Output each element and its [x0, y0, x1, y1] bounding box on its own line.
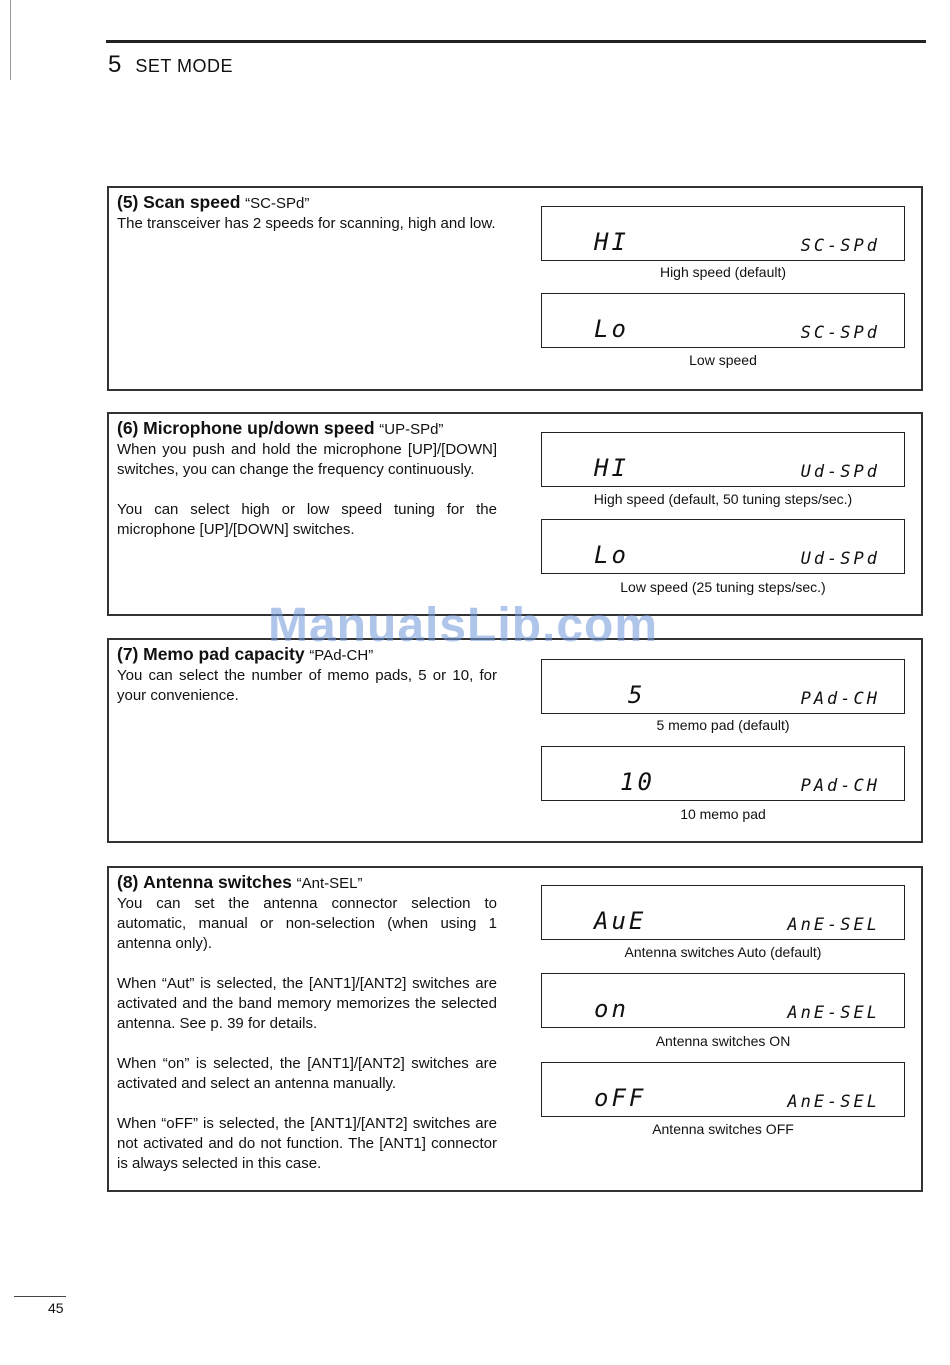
- header-rule: [106, 40, 926, 43]
- lcd-code: PAd-CH: [800, 776, 880, 796]
- section-heading: [117, 192, 497, 214]
- lcd-display: [541, 746, 905, 801]
- lcd-display: [541, 885, 905, 940]
- lcd-value: 5: [628, 681, 646, 709]
- lcd-code: AnE-SEL: [787, 1092, 880, 1112]
- watermark: ManualsLib.com: [268, 599, 659, 652]
- lcd-code: PAd-CH: [800, 689, 880, 709]
- section-paragraph: You can set the antenna connector selection to automatic, manual or non-selection (when using 1 antenna only).: [117, 895, 497, 952]
- lcd-value: HI: [594, 228, 629, 256]
- section-code: “UP-SPd”: [379, 421, 444, 438]
- section-number: (6): [117, 418, 139, 438]
- section-title: Memo pad capacity: [143, 644, 305, 664]
- page-number: 45: [48, 1300, 64, 1316]
- chapter-number: 5: [108, 51, 122, 78]
- lcd-code: SC-SPd: [800, 323, 880, 343]
- lcd-display: [541, 432, 905, 487]
- section-scan-speed: [107, 186, 923, 391]
- section-paragraph: When you push and hold the microphone [UP]/[DOWN] switches, you can change the frequency continuously.: [117, 441, 497, 478]
- lcd-caption: Antenna switches ON: [655, 1033, 791, 1049]
- lcd-display: [541, 293, 905, 348]
- section-paragraph: The transceiver has 2 speeds for scanning, high and low.: [117, 215, 496, 232]
- lcd-value: HI: [594, 454, 629, 482]
- lcd-value: Lo: [594, 315, 629, 343]
- lcd-caption: 10 memo pad: [680, 806, 766, 822]
- margin-line: [10, 0, 11, 80]
- section-title: Microphone up/down speed: [143, 418, 375, 438]
- section-text: [117, 872, 497, 1194]
- lcd-code: AnE-SEL: [787, 915, 880, 935]
- lcd-caption: Antenna switches Auto (default): [624, 944, 822, 960]
- section-title: Scan speed: [143, 192, 241, 212]
- lcd-caption: 5 memo pad (default): [656, 717, 790, 733]
- lcd-display: [541, 1062, 905, 1117]
- section-antenna-switches: [107, 866, 923, 1192]
- section-text: [117, 192, 497, 254]
- lcd-caption: Low speed: [689, 352, 757, 368]
- lcd-code: Ud-SPd: [800, 462, 880, 482]
- section-number: (7): [117, 644, 139, 664]
- lcd-caption: Low speed (25 tuning steps/sec.): [620, 579, 826, 595]
- lcd-code: SC-SPd: [800, 236, 880, 256]
- lcd-value: 10: [620, 768, 655, 796]
- lcd-value: AuE: [594, 907, 647, 935]
- section-paragraph: You can select high or low speed tuning for the microphone [UP]/[DOWN] switches.: [117, 501, 497, 538]
- lcd-display: [541, 973, 905, 1028]
- section-text: [117, 418, 497, 560]
- lcd-display: [541, 519, 905, 574]
- section-paragraph: When “on” is selected, the [ANT1]/[ANT2] switches are activated and select an antenna manually.: [117, 1055, 497, 1092]
- lcd-caption: High speed (default, 50 tuning steps/sec.): [593, 491, 853, 507]
- section-memo-pad: [107, 638, 923, 843]
- lcd-display: [541, 206, 905, 261]
- footer-rule: [14, 1296, 66, 1297]
- lcd-value: oFF: [594, 1084, 647, 1112]
- lcd-caption: High speed (default): [659, 264, 787, 280]
- lcd-code: AnE-SEL: [787, 1003, 880, 1023]
- lcd-display: [541, 659, 905, 714]
- chapter-header: [108, 51, 233, 79]
- section-paragraph: When “oFF” is selected, the [ANT1]/[ANT2] switches are not activated and do not function. The [ANT1] connector is always selected in this case.: [117, 1115, 497, 1172]
- section-paragraph: When “Aut” is selected, the [ANT1]/[ANT2] switches are activated and the band memory memorizes the selected antenna. See p. 39 for details.: [117, 975, 497, 1032]
- chapter-title: SET MODE: [135, 56, 234, 76]
- section-code: “PAd-CH”: [309, 647, 374, 664]
- section-number: (8): [117, 872, 139, 892]
- lcd-caption: Antenna switches OFF: [652, 1121, 794, 1137]
- section-code: “Ant-SEL”: [296, 875, 363, 892]
- lcd-code: Ud-SPd: [800, 549, 880, 569]
- lcd-value: on: [594, 995, 629, 1023]
- section-code: “SC-SPd”: [245, 195, 310, 212]
- section-heading: [117, 418, 497, 440]
- section-paragraph: You can select the number of memo pads, 5 or 10, for your convenience.: [117, 667, 497, 704]
- section-heading: [117, 872, 497, 894]
- section-title: Antenna switches: [143, 872, 292, 892]
- section-text: [117, 644, 497, 726]
- lcd-value: Lo: [594, 541, 629, 569]
- section-number: (5): [117, 192, 139, 212]
- section-microphone-speed: [107, 412, 923, 616]
